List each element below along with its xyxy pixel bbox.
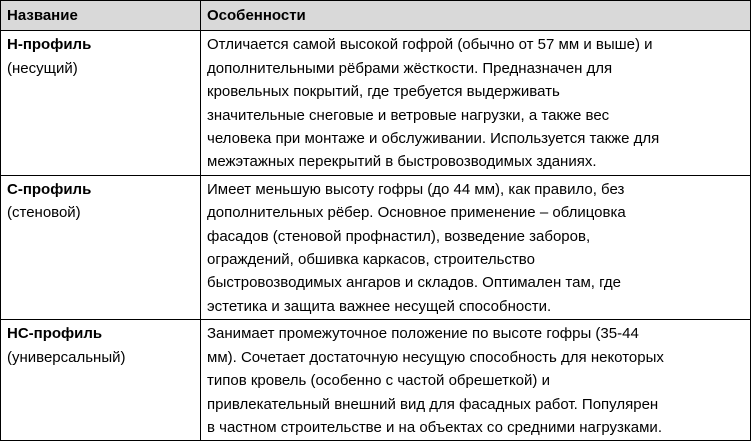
profile-name: Н-профиль [7, 36, 92, 54]
table-row [1, 320, 751, 441]
features-line: типов кровель (особенно с частой обрешеткой) и [207, 372, 550, 390]
name-cell [1, 31, 201, 175]
features-line: в частном строительстве и на объектах со средними нагрузками. [207, 418, 662, 436]
header-name: Название [1, 1, 201, 31]
profile-subtitle: (стеновой) [7, 204, 81, 222]
features-cell [201, 320, 751, 441]
header-row [1, 1, 751, 31]
profile-subtitle: (несущий) [7, 59, 78, 77]
features-line: эстетика и защита важнее несущей способности. [207, 297, 552, 315]
features-line: межэтажных перекрытий в быстровозводимых зданиях. [207, 153, 597, 171]
features-line: Занимает промежуточное положение по высоте гофры (35-44 [207, 325, 639, 343]
header-features: Особенности [201, 1, 751, 31]
features-line: мм). Сочетает достаточную несущую способность для некоторых [207, 348, 664, 366]
features-line: кровельных покрытий, где требуется выдерживать [207, 83, 560, 101]
features-line: значительные снеговые и ветровые нагрузки, а также вес [207, 106, 610, 124]
features-line: человека при монтаже и обслуживании. Используется также для [207, 130, 660, 148]
features-line: фасадов (стеновой профнастил), возведение заборов, [207, 227, 591, 245]
features-line: привлекательный внешний вид для фасадных работ. Популярен [207, 395, 659, 413]
profile-name: НС-профиль [7, 325, 103, 343]
features-line: ограждений, обшивка каркасов, строительство [207, 251, 535, 269]
table-row [1, 175, 751, 319]
table-row [1, 31, 751, 175]
features-line: быстровозводимых ангаров и складов. Оптимален там, где [207, 274, 622, 292]
features-line: дополнительными рёбрами жёсткости. Предназначен для [207, 59, 613, 77]
name-cell [1, 320, 201, 441]
features-line: Имеет меньшую высоту гофры (до 44 мм), как правило, без [207, 180, 625, 198]
name-cell [1, 175, 201, 319]
features-cell [201, 31, 751, 175]
features-line: дополнительных рёбер. Основное применение – облицовка [207, 204, 626, 222]
features-line: Отличается самой высокой гофрой (обычно от 57 мм и выше) и [207, 36, 653, 54]
profile-name: С-профиль [7, 180, 92, 198]
profile-subtitle: (универсальный) [7, 348, 126, 366]
features-cell [201, 175, 751, 319]
